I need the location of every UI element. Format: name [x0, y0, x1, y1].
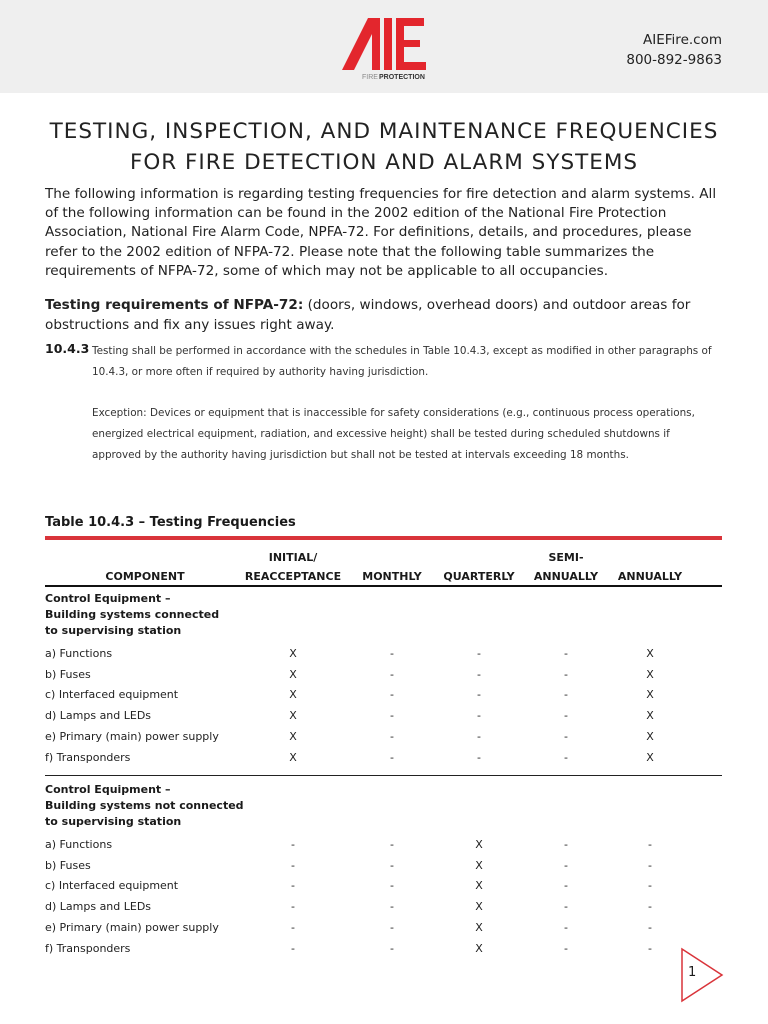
group-heading-line: Control Equipment – [45, 592, 171, 605]
frequency-cell: X [289, 646, 297, 660]
frequency-cell: - [564, 709, 568, 723]
group-rows-2 [45, 834, 722, 959]
next-page-arrow-icon[interactable] [680, 947, 724, 1003]
component-name: f) Transponders [45, 750, 131, 764]
frequency-cell: X [475, 941, 483, 955]
frequency-cell: X [289, 709, 297, 723]
component-name: b) Fuses [45, 858, 91, 872]
frequency-cell: X [475, 858, 483, 872]
component-name: c) Interfaced equipment [45, 879, 179, 893]
title-line-1: TESTING, INSPECTION, AND MAINTENANCE FREQUENCIES [49, 119, 719, 144]
phone-number: 800-892-9863 [626, 52, 722, 68]
requirements-paragraph [45, 296, 725, 335]
frequency-cell: X [289, 667, 297, 681]
frequency-cell: X [475, 837, 483, 851]
group-heading-line: Building systems not connected [45, 799, 244, 812]
section-body [92, 341, 722, 486]
column-header-line1 [443, 549, 514, 568]
frequency-cell: - [477, 646, 481, 660]
column-header-line1: INITIAL/ [268, 551, 318, 564]
column-header [45, 549, 245, 591]
frequency-cell: X [475, 921, 483, 935]
frequency-cell: X [646, 646, 654, 660]
table-row [45, 664, 722, 685]
frequency-cell: - [477, 667, 481, 681]
frequency-cell: - [291, 941, 295, 955]
group-divider [45, 775, 722, 776]
table-row [45, 855, 722, 876]
component-name: f) Transponders [45, 941, 131, 955]
frequency-cell: X [475, 900, 483, 914]
group-heading-line: Control Equipment – [45, 783, 171, 796]
frequency-cell: - [564, 879, 568, 893]
frequency-cell: - [291, 921, 295, 935]
frequency-cell: X [475, 879, 483, 893]
column-header [443, 549, 515, 591]
component-name: e) Primary (main) power supply [45, 921, 219, 935]
group-heading-line: Building systems connected [45, 608, 220, 621]
frequency-cell: X [289, 730, 297, 744]
column-header-line1 [105, 549, 184, 568]
frequency-cell: X [646, 709, 654, 723]
frequency-cell: - [648, 941, 652, 955]
frequency-cell: - [390, 688, 394, 702]
frequency-cell: - [564, 837, 568, 851]
frequency-cell: - [390, 837, 394, 851]
table-header [45, 549, 722, 587]
column-header-line1 [618, 549, 682, 568]
requirements-label: Testing requirements of NFPA-72: [45, 297, 304, 313]
frequency-cell: - [390, 730, 394, 744]
requirements-text: (doors, windows, overhead doors) and outdoor areas for obstructions and fix any issues right away. [45, 297, 691, 333]
contact-info [626, 30, 722, 70]
frequency-cell: - [390, 900, 394, 914]
column-header-line2: REACCEPTANCE [244, 570, 342, 583]
table-row [45, 938, 722, 959]
frequency-cell: - [564, 730, 568, 744]
column-header-line1: SEMI- [548, 551, 584, 564]
table-row [45, 876, 722, 897]
svg-text:FIRE: FIRE [362, 74, 378, 81]
frequency-cell: X [646, 750, 654, 764]
table-row [45, 896, 722, 917]
frequency-cell: - [390, 709, 394, 723]
aie-fire-protection-logo [340, 14, 430, 82]
frequency-cell: - [390, 941, 394, 955]
table-row [45, 834, 722, 855]
column-header [617, 549, 683, 591]
website-link[interactable]: AIEFire.com [643, 32, 722, 48]
table-row [45, 685, 722, 706]
frequency-cell: - [648, 837, 652, 851]
group-heading-2 [45, 782, 244, 830]
title-line-2: FOR FIRE DETECTION AND ALARM SYSTEMS [129, 150, 639, 175]
frequency-cell: - [291, 837, 295, 851]
frequency-cell: - [477, 730, 481, 744]
component-name: c) Interfaced equipment [45, 688, 179, 702]
section-exception: Exception: Devices or equipment that is inaccessible for safety considerations (e.g., continuous process operations, energized electrical equipment, radiation, and excessive height) shall be tested during scheduled shutdowns if approved by the authority having jurisdiction but shall not be tested at intervals exceeding 18 months. [92, 407, 695, 461]
frequency-cell: - [291, 879, 295, 893]
table-row [45, 726, 722, 747]
frequency-cell: - [291, 900, 295, 914]
frequency-cell: X [646, 688, 654, 702]
frequency-cell: - [477, 709, 481, 723]
frequency-cell: - [648, 921, 652, 935]
component-name: d) Lamps and LEDs [45, 709, 152, 723]
frequency-cell: - [390, 750, 394, 764]
column-header [515, 549, 617, 591]
column-header-line1 [362, 549, 421, 568]
page-number: 1 [688, 965, 697, 980]
frequency-cell: - [390, 879, 394, 893]
frequency-cell: - [477, 688, 481, 702]
component-name: e) Primary (main) power supply [45, 730, 219, 744]
table-row [45, 705, 722, 726]
table-title: Table 10.4.3 – Testing Frequencies [45, 515, 296, 530]
frequency-cell: - [390, 858, 394, 872]
group-heading-line: to supervising station [45, 815, 182, 828]
column-header [341, 549, 443, 591]
frequency-cell: - [564, 667, 568, 681]
frequency-cell: - [390, 667, 394, 681]
frequency-cell: - [390, 921, 394, 935]
page-header [0, 0, 768, 93]
section-number: 10.4.3 [45, 341, 90, 356]
frequency-cell: - [564, 858, 568, 872]
table-title-rule [45, 536, 722, 540]
frequency-cell: - [648, 900, 652, 914]
table-row [45, 747, 722, 768]
frequency-cell: - [564, 921, 568, 935]
column-header-line2: MONTHLY [362, 570, 422, 583]
component-name: a) Functions [45, 837, 113, 851]
group-rows-1 [45, 643, 722, 768]
frequency-cell: X [646, 667, 654, 681]
component-name: a) Functions [45, 646, 113, 660]
frequency-cell: - [291, 858, 295, 872]
column-header-line2: ANNUALLY [533, 570, 599, 583]
frequency-cell: - [648, 858, 652, 872]
svg-text:PROTECTION: PROTECTION [379, 74, 425, 81]
page-title [0, 116, 768, 178]
column-header [245, 549, 341, 591]
component-name: b) Fuses [45, 667, 91, 681]
frequency-cell: - [564, 900, 568, 914]
intro-paragraph: The following information is regarding testing frequencies for fire detection and alarm systems. All of the following information can be found in the 2002 edition of the National Fire Protection Association, National Fire Alarm Code, NPFA-72. For definitions, details, and procedures, please refer to the 2002 edition of NFPA-72. Please note that the following table summarizes the requirements of NFPA-72, some of which may not be applicable to all occupancies. [45, 186, 717, 279]
group-heading-1 [45, 591, 219, 639]
frequency-cell: - [564, 750, 568, 764]
table-row [45, 643, 722, 664]
frequency-cell: X [289, 688, 297, 702]
frequency-cell: - [564, 646, 568, 660]
frequency-cell: - [648, 879, 652, 893]
section-text: Testing shall be performed in accordance with the schedules in Table 10.4.3, except as modified in other paragraphs of 10.4.3, or more often if required by authority having jurisdiction. [92, 345, 712, 378]
group-heading-line: to supervising station [45, 624, 182, 637]
frequency-cell: - [564, 688, 568, 702]
column-header-line2: QUARTERLY [443, 570, 515, 583]
frequency-cell: - [477, 750, 481, 764]
frequency-cell: - [564, 941, 568, 955]
frequency-cell: X [646, 730, 654, 744]
column-header-line2: ANNUALLY [617, 570, 683, 583]
column-header-line2: COMPONENT [105, 570, 185, 583]
frequency-cell: - [390, 646, 394, 660]
component-name: d) Lamps and LEDs [45, 900, 152, 914]
table-row [45, 917, 722, 938]
frequency-cell: X [289, 750, 297, 764]
